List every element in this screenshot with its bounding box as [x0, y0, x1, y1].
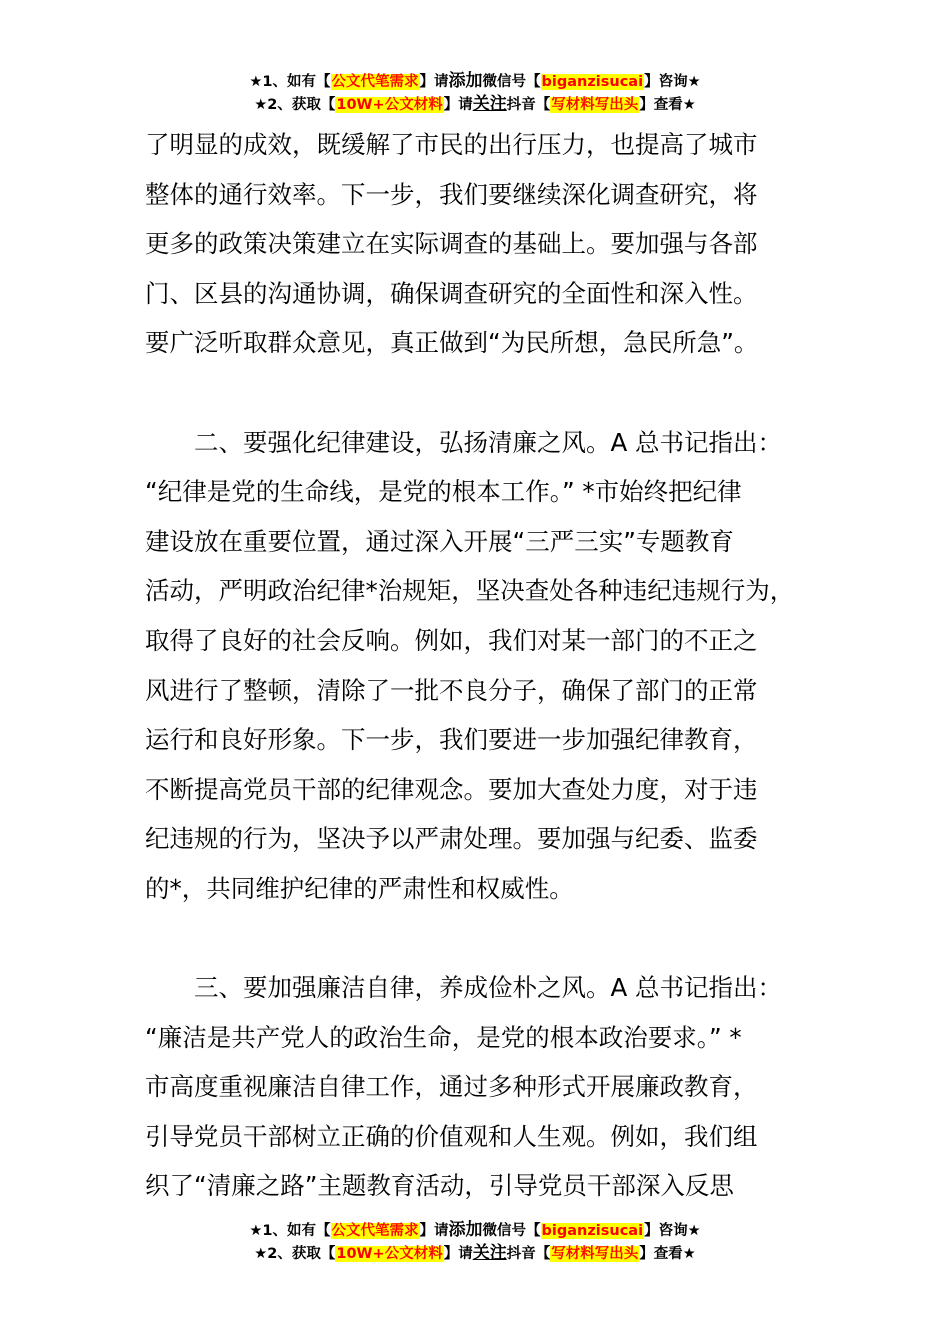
banner-emphasis: 关注: [472, 1243, 507, 1263]
text-line: 门、区县的沟通协调，确保调查研究的全面性和深入性。: [145, 278, 758, 308]
banner-highlight: 10W+公文材料: [336, 97, 443, 113]
wechat-id-highlight: biganzisucai: [541, 74, 644, 90]
paragraph-2: [145, 418, 835, 914]
banner-text: 】请: [419, 1223, 449, 1239]
banner-text: 】咨询★: [644, 74, 701, 90]
banner-line-1: [0, 70, 950, 93]
banner-highlight: 公文代笔需求: [331, 1223, 419, 1239]
text-line: 引导党员干部树立正确的价值观和人生观。例如，我们组: [145, 1121, 758, 1151]
douyin-highlight: 写材料写出头: [551, 97, 639, 113]
banner-emphasis: 添加: [448, 1220, 483, 1240]
text-line: 更多的政策决策建立在实际调查的基础上。要加强与各部: [145, 229, 758, 259]
banner-text: ★2、获取【: [254, 1246, 336, 1262]
text-line: 三、要加强廉洁自律，养成俭朴之风。A 总书记指出：: [194, 973, 783, 1003]
text-line: 要广泛听取群众意见，真正做到“为民所想，急民所急”。: [145, 328, 759, 358]
text-line: 取得了良好的社会反响。例如，我们对某一部门的不正之: [145, 625, 758, 655]
wechat-id-highlight: biganzisucai: [541, 1223, 644, 1239]
banner-text: 】咨询★: [644, 1223, 701, 1239]
paragraph-gap: [145, 368, 835, 418]
douyin-highlight: 写材料写出头: [551, 1246, 639, 1262]
paragraph-3: [145, 963, 835, 1211]
banner-highlight: 公文代笔需求: [331, 74, 419, 90]
header-banner: [0, 70, 950, 116]
text-line: 二、要强化纪律建设，弘扬清廉之风。A 总书记指出：: [194, 427, 783, 457]
banner-text: ★1、如有【: [249, 1223, 331, 1239]
banner-text: 】请: [419, 74, 449, 90]
paragraph-gap: [145, 914, 835, 964]
banner-text: 】请: [443, 97, 473, 113]
text-line: 运行和良好形象。下一步，我们要进一步加强纪律教育，: [145, 725, 758, 755]
banner-text: 】查看★: [639, 97, 696, 113]
banner-text: ★2、获取【: [254, 97, 336, 113]
banner-line-2: [0, 1242, 950, 1265]
text-line: “纪律是党的生命线，是党的根本工作。” *市始终把纪律: [145, 477, 742, 507]
banner-line-1: [0, 1219, 950, 1242]
banner-text: 微信号【: [482, 74, 541, 90]
text-line: 活动，严明政治纪律*治规矩，坚决查处各种违纪违规行为，: [145, 576, 795, 606]
text-line: 建设放在重要位置，通过深入开展“三严三实”专题教育: [145, 526, 734, 556]
text-line: 市高度重视廉洁自律工作，通过多种形式开展廉政教育，: [145, 1072, 758, 1102]
banner-text: ★1、如有【: [249, 74, 331, 90]
text-line: 不断提高党员干部的纪律观念。要加大查处力度，对于违: [145, 774, 758, 804]
banner-text: 微信号【: [482, 1223, 541, 1239]
banner-text: 抖音【: [506, 97, 551, 113]
banner-emphasis: 关注: [472, 94, 507, 114]
text-line: 了明显的成效，既缓解了市民的出行压力，也提高了城市: [145, 130, 758, 159]
text-line: 纪违规的行为，坚决予以严肃处理。要加强与纪委、监委: [145, 824, 758, 854]
text-line: 整体的通行效率。下一步，我们要继续深化调查研究，将: [145, 179, 758, 209]
paragraph-1: [145, 120, 835, 368]
text-line: 风进行了整顿，清除了一批不良分子，确保了部门的正常: [145, 675, 758, 705]
document-body: [145, 120, 835, 1211]
banner-line-2: [0, 93, 950, 116]
banner-text: 抖音【: [506, 1246, 551, 1262]
banner-highlight: 10W+公文材料: [336, 1246, 443, 1262]
banner-text: 】请: [443, 1246, 473, 1262]
banner-text: 】查看★: [639, 1246, 696, 1262]
text-line: “廉洁是共产党人的政治生命，是党的根本政治要求。” *: [145, 1022, 742, 1052]
banner-emphasis: 添加: [448, 71, 483, 91]
text-line: 织了“清廉之路”主题教育活动，引导党员干部深入反思: [145, 1171, 734, 1201]
text-line: 的*，共同维护纪律的严肃性和权威性。: [145, 873, 574, 903]
footer-banner: [0, 1219, 950, 1265]
